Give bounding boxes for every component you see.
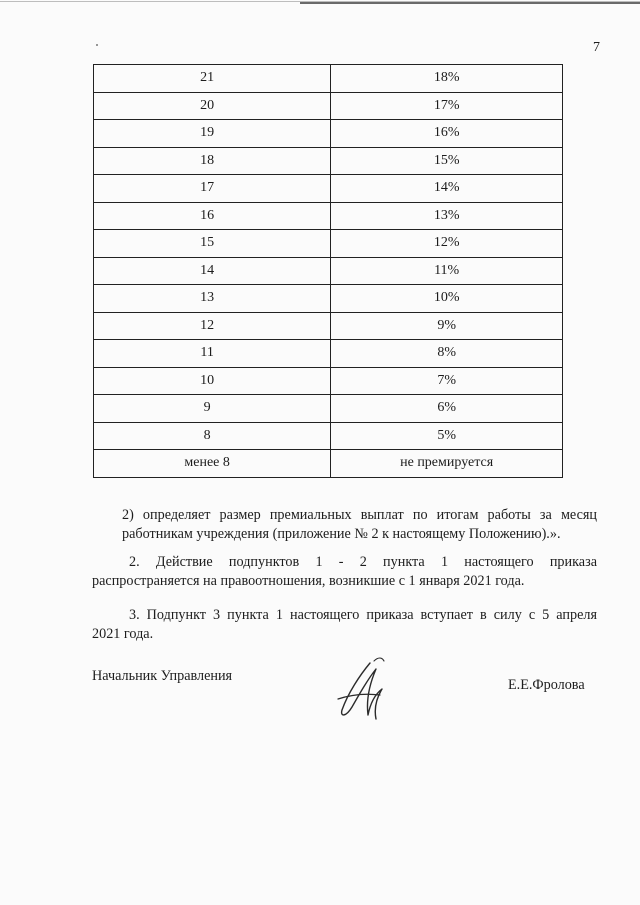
score-cell: [94, 175, 331, 203]
percent-value: 11%: [434, 262, 460, 278]
score-cell: [94, 120, 331, 148]
score-cell: [94, 422, 331, 450]
page-number: 7: [593, 40, 600, 55]
percent-cell: [331, 395, 563, 423]
paragraph-2-line-2: распространяется на правоотношения, возникшие с 1 января 2021 года.: [92, 573, 525, 589]
table-row: [94, 312, 563, 340]
score-value: менее 8: [184, 455, 230, 471]
percent-value: 18%: [433, 70, 460, 86]
score-cell: [94, 257, 331, 285]
paragraph-1-line-1: 2) определяет размер премиальных выплат по итогам работы за месяц: [122, 507, 597, 523]
handwritten-signature: [330, 655, 410, 725]
percent-cell: [331, 230, 563, 258]
percent-cell: [331, 450, 563, 478]
table-row: [94, 367, 563, 395]
table-row: [94, 285, 563, 313]
score-cell: [94, 340, 331, 368]
percent-cell: [331, 202, 563, 230]
table-row: [94, 230, 563, 258]
table-row: [94, 202, 563, 230]
table-row: [94, 65, 563, 93]
percent-value: 14%: [433, 180, 460, 196]
table-row: [94, 422, 563, 450]
paragraph-3-line-1: 3. Подпункт 3 пункта 1 настоящего приказа вступает в силу с 5 апреля: [129, 607, 597, 623]
percent-value: 7%: [437, 372, 456, 388]
percent-cell: [331, 92, 563, 120]
table-row: [94, 175, 563, 203]
percent-value: 16%: [433, 125, 460, 141]
table-row: [94, 92, 563, 120]
percent-value: не премируется: [400, 455, 494, 471]
percent-cell: [331, 65, 563, 93]
score-cell: [94, 367, 331, 395]
score-cell: [94, 92, 331, 120]
score-cell: [94, 230, 331, 258]
table-row: [94, 147, 563, 175]
percent-value: 9%: [437, 317, 456, 333]
paragraph-2-line-1: 2. Действие подпунктов 1 - 2 пункта 1 настоящего приказа: [129, 554, 597, 570]
paragraph-3-line-2: 2021 года.: [92, 626, 154, 642]
percent-value: 13%: [433, 207, 460, 223]
score-value: 20: [200, 97, 215, 113]
score-value: 10: [200, 372, 215, 388]
score-value: 18: [200, 152, 215, 168]
percent-cell: [331, 120, 563, 148]
percent-cell: [331, 312, 563, 340]
table-row: [94, 257, 563, 285]
scan-speck: [96, 44, 98, 46]
bonus-table: [93, 64, 563, 478]
score-value: 11: [200, 345, 214, 361]
percent-value: 15%: [433, 152, 460, 168]
table-row: [94, 395, 563, 423]
percent-cell: [331, 285, 563, 313]
score-value: 17: [200, 180, 215, 196]
percent-cell: [331, 422, 563, 450]
percent-cell: [331, 367, 563, 395]
table-row: [94, 120, 563, 148]
score-cell: [94, 202, 331, 230]
scan-edge-line: [300, 2, 640, 4]
percent-value: 12%: [433, 235, 460, 251]
score-cell: [94, 450, 331, 478]
table-row: [94, 450, 563, 478]
percent-cell: [331, 147, 563, 175]
percent-value: 17%: [433, 97, 460, 113]
score-cell: [94, 312, 331, 340]
score-cell: [94, 285, 331, 313]
paragraph-1-line-2: работникам учреждения (приложение № 2 к настоящему Положению).».: [122, 526, 561, 542]
score-value: 8: [203, 427, 211, 443]
percent-cell: [331, 257, 563, 285]
percent-cell: [331, 340, 563, 368]
table-row: [94, 340, 563, 368]
score-value: 16: [200, 207, 215, 223]
signer-title: Начальник Управления: [92, 668, 233, 684]
score-value: 13: [200, 290, 215, 306]
score-cell: [94, 147, 331, 175]
score-cell: [94, 395, 331, 423]
score-value: 12: [200, 317, 215, 333]
percent-value: 10%: [433, 290, 460, 306]
percent-value: 5%: [437, 427, 456, 443]
score-value: 19: [200, 125, 215, 141]
percent-cell: [331, 175, 563, 203]
signer-name: Е.Е.Фролова: [508, 677, 585, 693]
score-cell: [94, 65, 331, 93]
score-value: 15: [200, 235, 215, 251]
percent-value: 6%: [437, 400, 456, 416]
score-value: 9: [203, 400, 211, 416]
percent-value: 8%: [437, 345, 456, 361]
score-value: 21: [200, 70, 215, 86]
score-value: 14: [200, 262, 215, 278]
